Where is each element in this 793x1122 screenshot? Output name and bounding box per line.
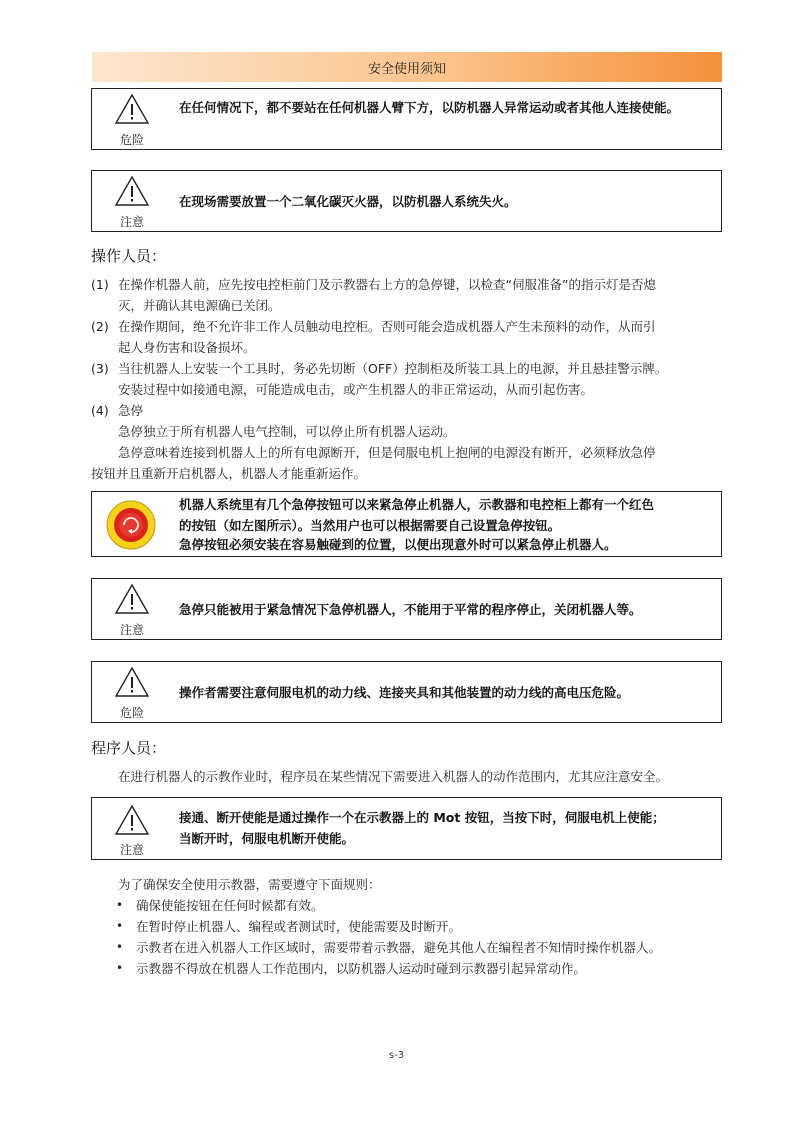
estop-paragraph-line: 按钮并且重新开启机器人，机器人才能重新运作。 (91, 466, 367, 481)
list-item: 确保使能按钮在任何时候都有效。 (136, 898, 324, 913)
bullet-icon: • (116, 898, 124, 912)
page-number: s-3 (388, 1050, 405, 1061)
warning-triangle-icon (114, 583, 150, 615)
danger-box-2 (91, 661, 722, 723)
warning-text: 操作者需要注意伺服电机的动力线、连接夹具和其他装置的动力线的高电压危险。 (179, 685, 630, 700)
list-item: 示教者在进入机器人工作区域时，需要带着示教器，避免其他人在编程者不知情时操作机器人。 (136, 940, 662, 955)
warning-label: 注意 (119, 843, 144, 857)
list-item-line: 当往机器人上安装一个工具时，务必先切断（OFF）控制柜及所装工具上的电源，并且悬挂警示牌。 (118, 361, 668, 376)
warning-triangle-icon (114, 666, 150, 698)
list-item-line: 安装过程中如接通电源，可能造成电击，或产生机器人的非正常运动，从而引起伤害。 (118, 382, 594, 397)
warning-triangle-icon (114, 804, 150, 836)
list-item-line: 灭，并确认其电源确已关闭。 (118, 298, 281, 313)
list-item-line: 起人身伤害和设备损坏。 (118, 340, 256, 355)
warning-icon-column (92, 579, 172, 639)
emergency-stop-button-icon (106, 500, 156, 550)
caution-box-2 (91, 578, 722, 640)
list-number: (1) (91, 277, 109, 292)
warning-label: 注意 (119, 623, 144, 637)
warning-icon-column (92, 662, 172, 722)
warning-text: 在任何情况下，都不要站在任何机器人臂下方，以防机器人异常运动或者其他人连接使能。 (179, 100, 680, 115)
estop-text-line: 机器人系统里有几个急停按钮可以来紧急停止机器人，示教器和电控柜上都有一个红色 (179, 497, 655, 512)
warning-triangle-icon (114, 93, 150, 125)
warning-icon-column (92, 89, 172, 149)
warning-label: 危险 (119, 706, 144, 720)
section-title-operators: 操作人员： (91, 247, 167, 265)
section-title-programmers: 程序人员： (91, 739, 167, 757)
bullet-icon: • (116, 919, 124, 933)
estop-paragraph-line: 急停意味着连接到机器人上的所有电源断开，但是伺服电机上抱闸的电源没有断开，必须释放急停 (118, 445, 656, 460)
rules-intro: 为了确保安全使用示教器，需要遵守下面规则： (118, 877, 381, 892)
bullet-icon: • (116, 961, 124, 975)
list-number: (3) (91, 361, 109, 376)
list-item-line: 急停 (118, 403, 144, 418)
warning-icon-column (92, 798, 172, 859)
enable-text-line: 接通、断开使能是通过操作一个在示教器上的 Mot 按钮，当按下时，伺服电机上使能； (179, 810, 665, 825)
list-item-line: 在操作机器人前，应先按电控柜前门及示教器右上方的急停键，以检查“伺服准备”的指示灯是否熄 (118, 277, 656, 292)
warning-text: 在现场需要放置一个二氧化碳灭火器，以防机器人系统失火。 (179, 194, 517, 209)
caution-box-enable (91, 797, 722, 860)
list-number: (4) (91, 403, 109, 418)
estop-text-line: 的按钮（如左图所示）。当然用户也可以根据需要自己设置急停按钮。 (179, 518, 561, 533)
danger-box-1 (91, 88, 722, 150)
estop-text-line: 急停按钮必须安装在容易触碰到的位置，以便出现意外时可以紧急停止机器人。 (179, 537, 617, 552)
warning-label: 危险 (119, 133, 144, 147)
page-header-band (92, 52, 722, 82)
estop-box (91, 491, 722, 557)
warning-text: 急停只能被用于紧急情况下急停机器人，不能用于平常的程序停止，关闭机器人等。 (179, 602, 642, 617)
bullet-icon: • (116, 940, 124, 954)
list-item: 示教器不得放在机器人工作范围内，以防机器人运动时碰到示教器引起异常动作。 (136, 961, 587, 976)
caution-box-1 (91, 170, 722, 232)
warning-icon-column (92, 171, 172, 231)
list-item: 在暂时停止机器人、编程或者测试时，使能需要及时断开。 (136, 919, 462, 934)
enable-text-line: 当断开时，伺服电机断开使能。 (179, 831, 355, 846)
list-item-line: 在操作期间，绝不允许非工作人员触动电控柜。否则可能会造成机器人产生未预料的动作，从而引 (118, 319, 656, 334)
list-number: (2) (91, 319, 109, 334)
page-header-title: 安全使用须知 (367, 61, 446, 77)
warning-triangle-icon (114, 175, 150, 207)
warning-label: 注意 (119, 215, 144, 229)
programmers-paragraph: 在进行机器人的示教作业时，程序员在某些情况下需要进入机器人的动作范围内，尤其应注意安全。 (118, 769, 669, 784)
list-item-line: 急停独立于所有机器人电气控制，可以停止所有机器人运动。 (118, 424, 456, 439)
